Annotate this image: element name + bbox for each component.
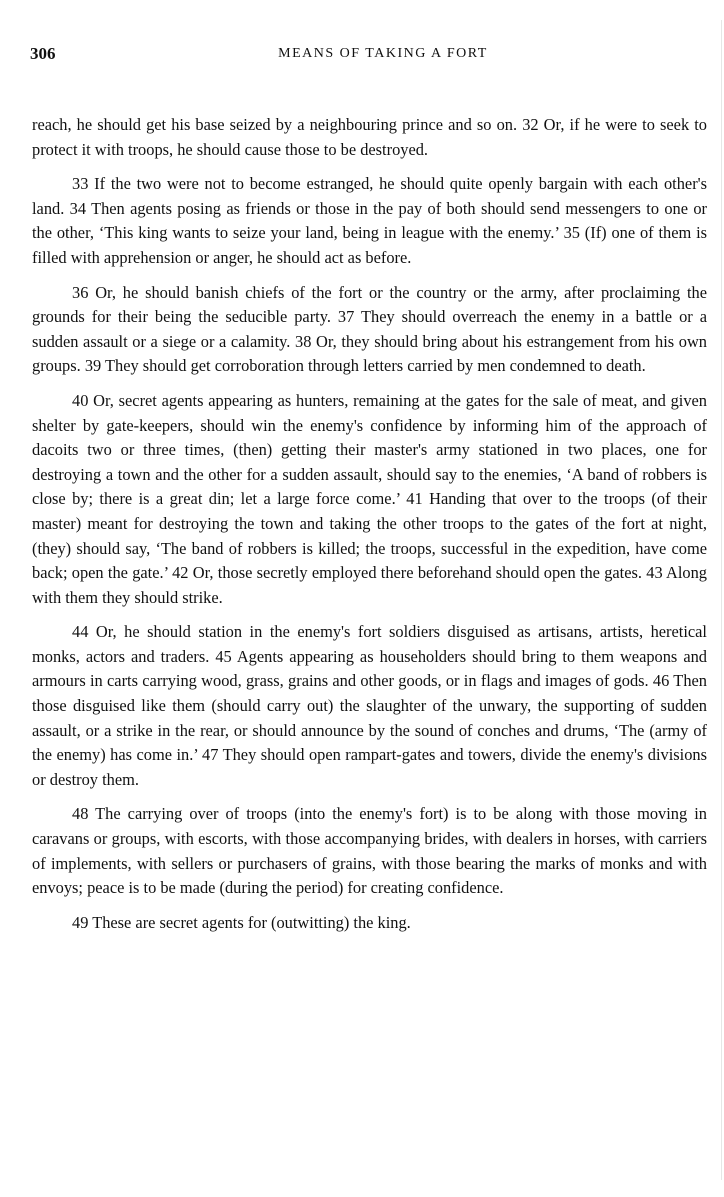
page-edge-line [721, 20, 722, 1180]
running-title: MEANS OF TAKING A FORT [278, 46, 488, 61]
paragraph-continuation: reach, he should get his base seized by a neighbouring prince and so on. 32 Or, if he were to seek to protect it with troops, he should cause those to be destroyed. [32, 115, 707, 159]
paragraph-36: 36 Or, he should banish chiefs of the fort or the country or the army, after proclaiming the grounds for their being the seducible party. 37 They should overreach the enemy in a battle or a sudden assault or a siege or a calamity. 38 Or, they should bring about his estrangement from his own groups. 39 They should get corroboration through letters carried by men condemned to death. [32, 282, 707, 376]
paragraph-48: 48 The carrying over of troops (into the enemy's fort) is to be along with those moving in caravans or groups, with escorts, with those accompanying brides, with dealers in horses, with carriers of implements, with sellers or purchasers of grains, with those bearing the marks of monks and with envoys; peace is to be made (during the period) for creating confidence. [32, 804, 707, 898]
body-text [32, 113, 707, 945]
paragraph-49: 49 These are secret agents for (outwitting) the king. [72, 912, 411, 932]
paragraph-40: 40 Or, secret agents appearing as hunters, remaining at the gates for the sale of meat, and given shelter by gate-keepers, should win the enemy's confidence by informing him of the approach of dacoits two or three times, (then) getting their master's army stationed in two places, one for destroying a town and the other for a sudden assault, should say to the enemies, ‘A band of robbers is close by; there is a great din; let a large force come.’ 41 Handing that over to the troops (of their master) meant for destroying the town and taking the other troops to the gates of the fort at night, (they) should say, ‘The band of robbers is killed; the troops, successful in the expedition, have come back; open the gate.’ 42 Or, those secretly employed there beforehand should open the gates. 43 Along with them they should strike. [32, 390, 707, 607]
paragraph-44: 44 Or, he should station in the enemy's fort soldiers disguised as artisans, artists, heretical monks, actors and traders. 45 Agents appearing as householders should bring to them weapons and armours in carts carrying wood, grass, grains and other goods, or in flags and images of gods. 46 Then those disguised like them (should carry out) the slaughter of the unwary, the supporting of sudden assault, or a strike in the rear, or should announce by the sound of conches and drums, ‘The (army of the enemy) has come in.’ 47 They should open rampart-gates and towers, divide the enemy's divisions or destroy them. [32, 622, 707, 789]
page-number: 306 [30, 44, 56, 63]
paragraph-33: 33 If the two were not to become estranged, he should quite openly bargain with each other's land. 34 Then agents posing as friends or those in the pay of both should send messengers to one or the other, ‘This king wants to seize your land, being in league with the enemy.’ 35 (If) one of them is filled with apprehension or anger, he should act as before. [32, 174, 707, 267]
page-header [30, 44, 706, 68]
